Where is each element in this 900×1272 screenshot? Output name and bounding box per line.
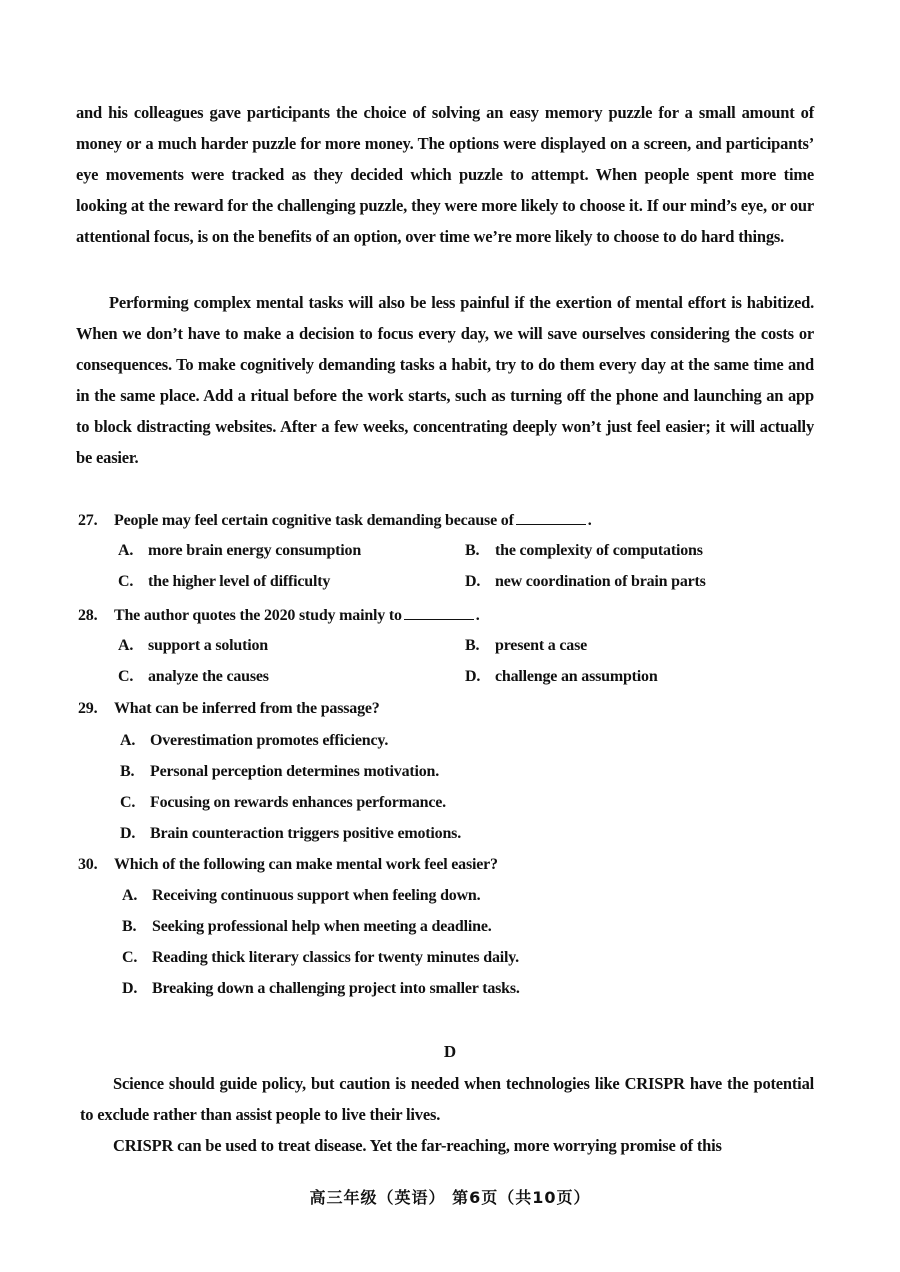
option-text: the complexity of computations <box>495 542 703 559</box>
option-27b <box>465 542 703 560</box>
option-text: Brain counteraction triggers positive emotions. <box>150 825 461 842</box>
option-text: new coordination of brain parts <box>495 573 706 590</box>
option-28b <box>465 637 587 655</box>
option-letter: A. <box>118 637 134 654</box>
option-letter: B. <box>465 542 480 559</box>
option-30b <box>122 918 492 936</box>
option-text: Breaking down a challenging project into smaller tasks. <box>152 980 520 997</box>
question-30 <box>78 856 498 874</box>
option-28a <box>118 637 268 655</box>
option-text: Focusing on rewards enhances performance. <box>150 794 446 811</box>
question-29 <box>78 700 380 718</box>
question-number: 29. <box>78 700 98 717</box>
question-28 <box>78 605 480 625</box>
option-27d <box>465 573 706 591</box>
option-29d <box>120 825 461 843</box>
question-stem: Which of the following can make mental work feel easier? <box>114 856 498 873</box>
option-letter: A. <box>120 732 136 749</box>
option-letter: D. <box>120 825 136 842</box>
option-letter: D. <box>122 980 138 997</box>
option-27a <box>118 542 361 560</box>
passage-d-paragraph-1: Science should guide policy, but caution is needed when technologies like CRISPR have the potential to exclude rather than assist people to live their lives. <box>80 1074 814 1124</box>
answer-blank <box>404 605 474 620</box>
question-end: . <box>587 512 592 529</box>
question-stem: What can be inferred from the passage? <box>114 700 380 717</box>
option-letter: C. <box>122 949 138 966</box>
section-title-d: D <box>443 1042 457 1061</box>
option-29b <box>120 763 439 781</box>
page-footer: 高三年级（英语） 第6页（共10页） <box>309 1188 591 1207</box>
option-28d <box>465 668 658 686</box>
passage-d-paragraph-2: CRISPR can be used to treat disease. Yet the far-reaching, more worrying promise of this <box>113 1136 722 1155</box>
option-28c <box>118 668 269 686</box>
option-letter: A. <box>122 887 138 904</box>
option-letter: B. <box>120 763 135 780</box>
option-text: Seeking professional help when meeting a deadline. <box>152 918 492 935</box>
question-number: 27. <box>78 512 98 529</box>
option-letter: D. <box>465 668 481 685</box>
option-text: Personal perception determines motivation. <box>150 763 440 780</box>
option-30d <box>122 980 520 998</box>
passage-c-paragraph-1: and his colleagues gave participants the choice of solving an easy memory puzzle for a small amount of money or a much harder puzzle for more money. The options were displayed on a screen, and participants’ eye movements were tracked as they decided which puzzle to attempt. When people spent more time looking at the reward for the challenging puzzle, they were more likely to choose it. If our mind’s eye, or our attentional focus, is on the benefits of an option, over time we’re more likely to choose to do hard things. <box>76 103 814 246</box>
passage-c-paragraph-2: Performing complex mental tasks will also be less painful if the exertion of mental effort is habitized. When we don’t have to make a decision to focus every day, we will save ourselves considering the costs or consequences. To make cognitively demanding tasks a habit, try to do them every day at the same time and in the same place. Add a ritual before the work starts, such as turning off the phone and launching an app to block distracting websites. After a few weeks, concentrating deeply won’t just feel easier; it will actually be easier. <box>76 293 814 467</box>
question-number: 28. <box>78 607 98 624</box>
option-text: analyze the causes <box>148 668 269 685</box>
question-end: . <box>475 607 480 624</box>
option-text: support a solution <box>148 637 268 654</box>
option-letter: C. <box>120 794 136 811</box>
option-letter: A. <box>118 542 134 559</box>
answer-blank <box>516 510 586 525</box>
option-letter: B. <box>122 918 137 935</box>
question-stem: The author quotes the 2020 study mainly to <box>114 607 402 624</box>
option-text: Overestimation promotes efficiency. <box>150 732 389 749</box>
option-letter: C. <box>118 573 134 590</box>
question-27 <box>78 510 592 530</box>
option-27c <box>118 573 330 591</box>
option-text: the higher level of difficulty <box>148 573 331 590</box>
question-number: 30. <box>78 856 98 873</box>
option-letter: B. <box>465 637 480 654</box>
option-letter: C. <box>118 668 134 685</box>
option-text: Reading thick literary classics for twenty minutes daily. <box>152 949 519 966</box>
question-stem: People may feel certain cognitive task demanding because of <box>114 512 514 529</box>
option-text: present a case <box>495 637 587 654</box>
option-text: challenge an assumption <box>495 668 658 685</box>
option-30a <box>122 887 480 905</box>
option-29c <box>120 794 446 812</box>
option-text: more brain energy consumption <box>148 542 362 559</box>
option-29a <box>120 732 388 750</box>
option-30c <box>122 949 519 967</box>
option-text: Receiving continuous support when feeling down. <box>152 887 481 904</box>
option-letter: D. <box>465 573 481 590</box>
